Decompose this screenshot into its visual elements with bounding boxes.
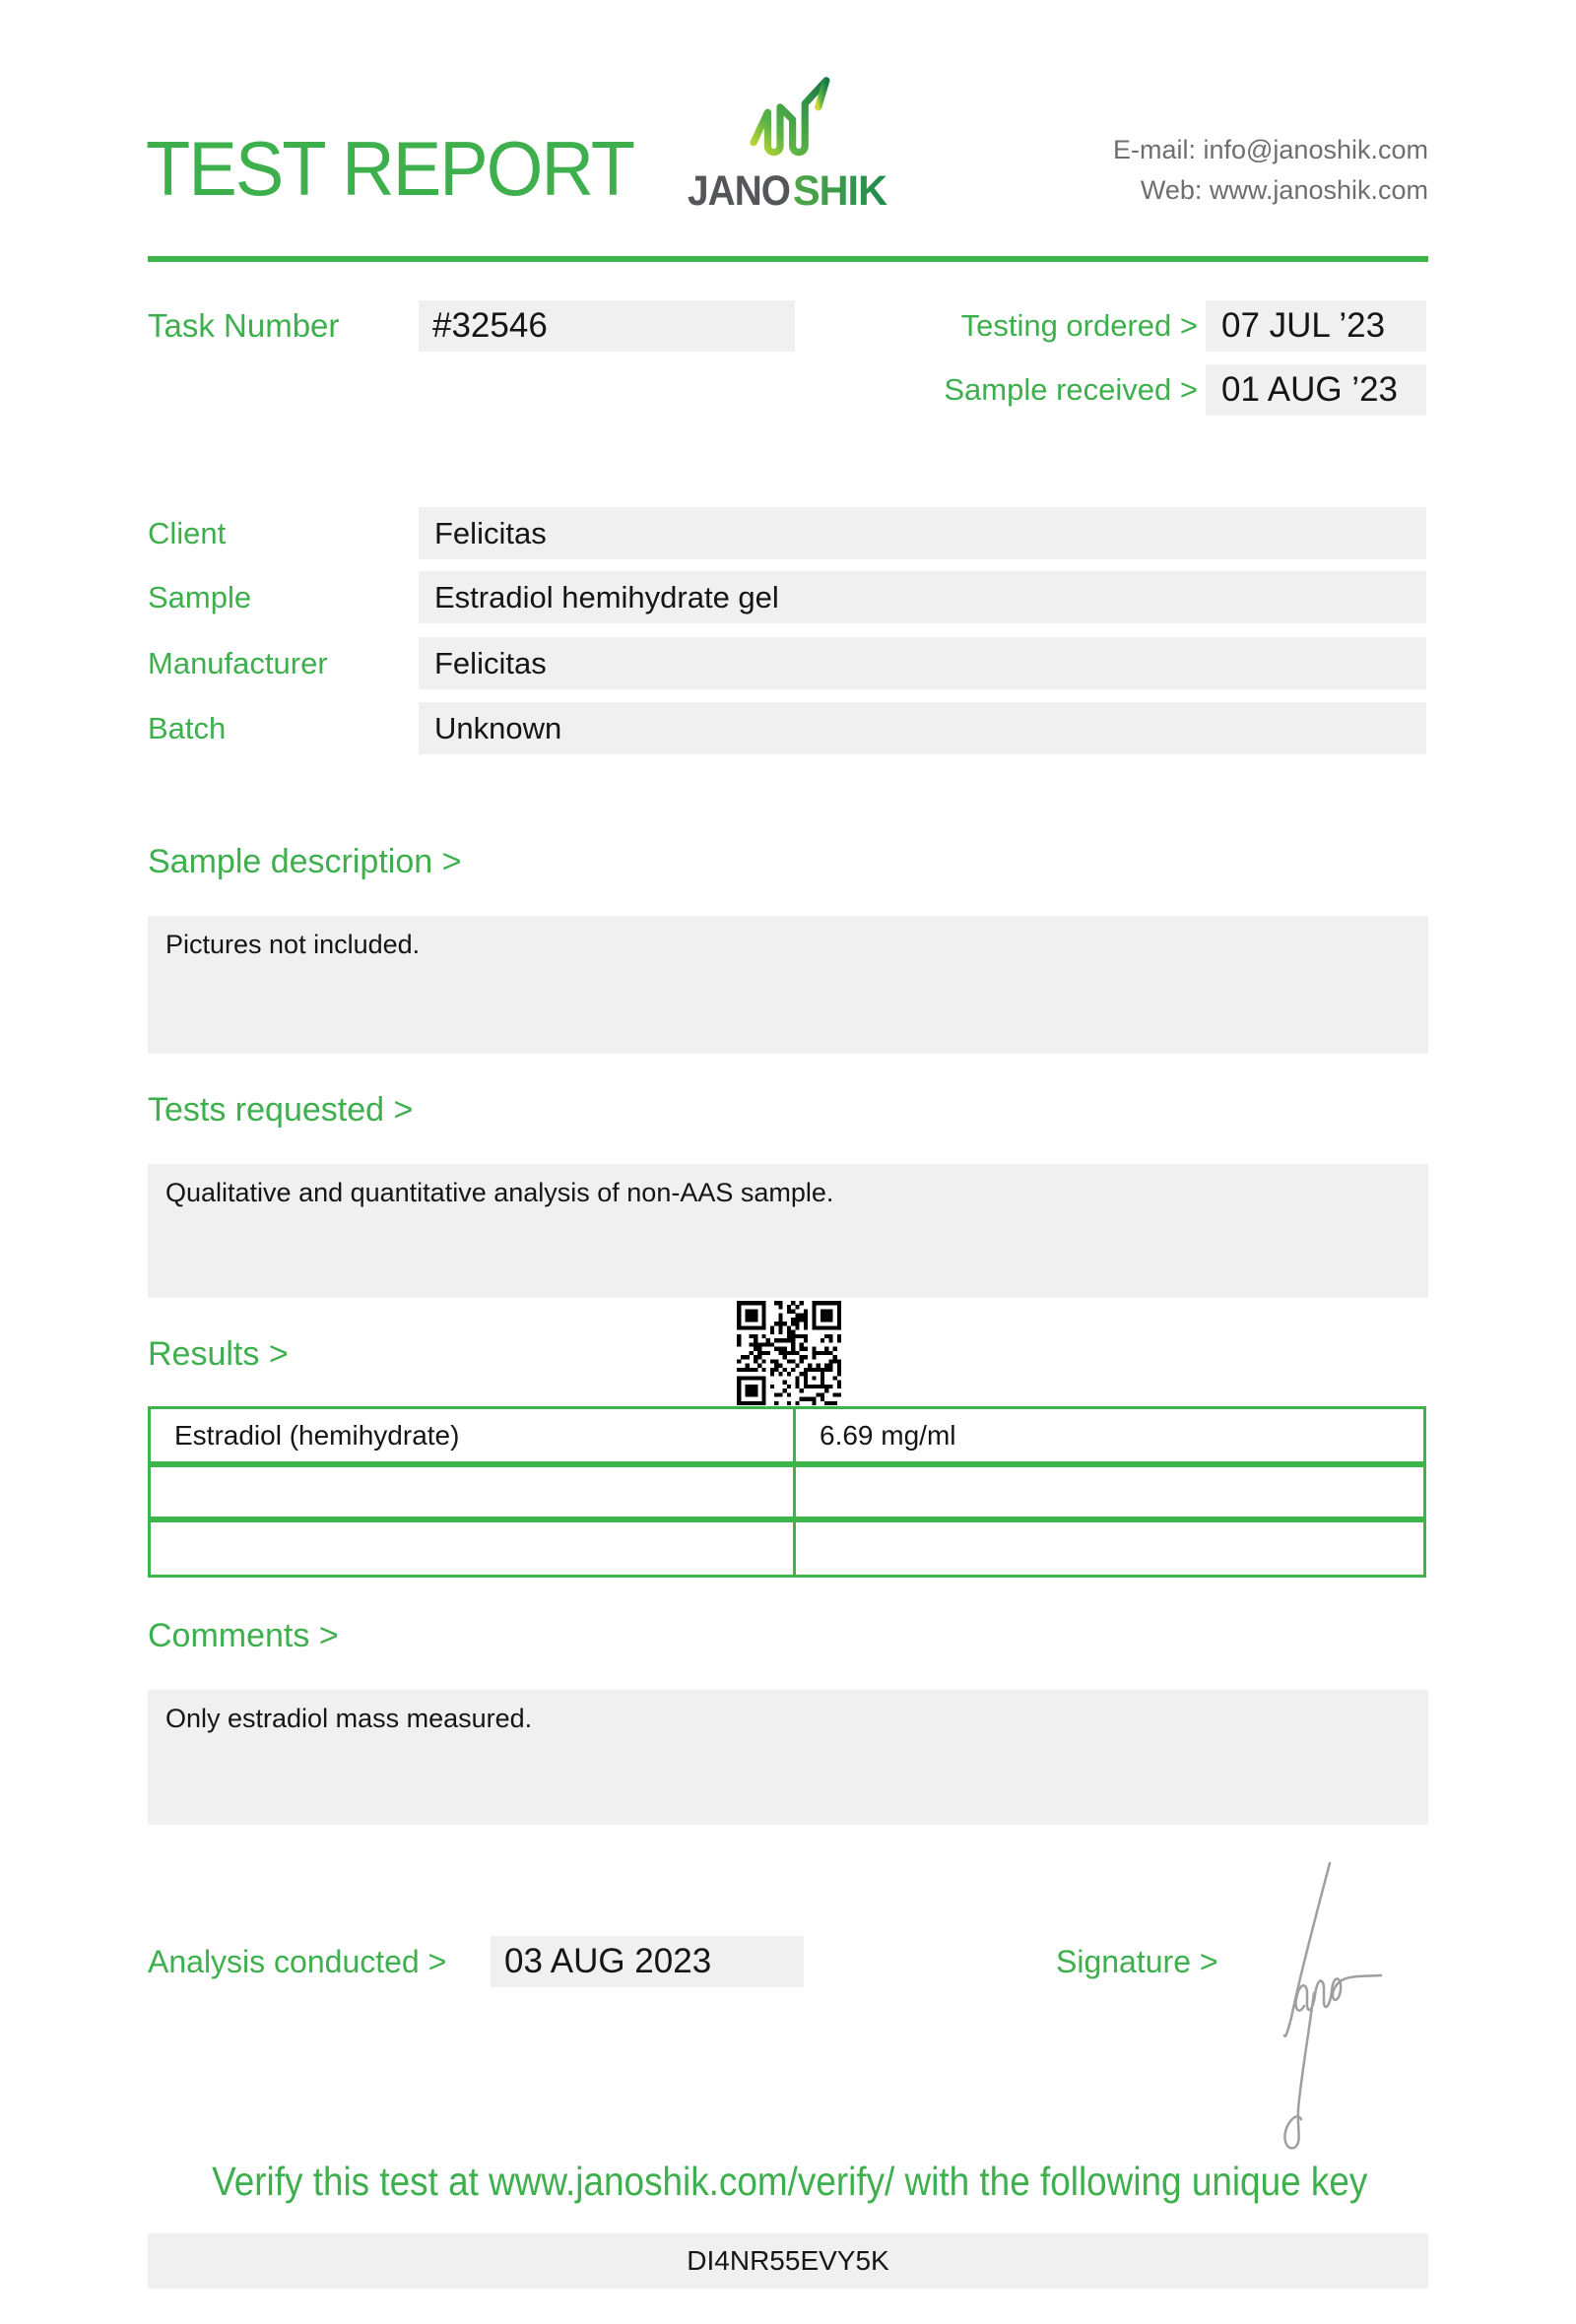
results-heading: Results > [148, 1335, 289, 1373]
janoshik-logo [684, 77, 890, 215]
sample-received-value: 01 AUG ’23 [1206, 364, 1426, 416]
client-label: Client [148, 516, 227, 550]
results-table-row [148, 1464, 1426, 1519]
contact-email: E-mail: info@janoshik.com [1112, 135, 1428, 164]
batch-label: Batch [148, 711, 227, 745]
sample-description-body: Pictures not included. [148, 916, 1428, 1054]
result-value [796, 1522, 1423, 1575]
logo-jano: JANO [688, 167, 790, 215]
signature-label: Signature > [1056, 1944, 1218, 1979]
contact-web: Web: www.janoshik.com [1140, 175, 1428, 205]
header-divider [148, 256, 1428, 262]
chart-trend-icon [754, 81, 826, 153]
logo-shik: SHIK [793, 167, 887, 215]
sample-label: Sample [148, 580, 252, 614]
testing-ordered-value: 07 JUL ’23 [1206, 300, 1426, 352]
page-title: TEST REPORT [146, 125, 634, 212]
result-value: 6.69 mg/ml [820, 1419, 956, 1451]
task-number-label: Task Number [148, 307, 340, 344]
task-number-value: #32546 [419, 300, 795, 352]
verify-instruction: Verify this test at www.janoshik.com/verify/ with the following unique key [212, 2159, 1368, 2204]
results-table-row [148, 1519, 1426, 1578]
sample-value: Estradiol hemihydrate gel [419, 571, 1426, 623]
sample-description-heading: Sample description > [148, 843, 462, 880]
results-table-row [148, 1406, 1426, 1464]
analysis-conducted-label: Analysis conducted > [148, 1944, 447, 1979]
contact-block [1113, 130, 1428, 211]
testing-ordered-label: Testing ordered > [960, 308, 1198, 343]
verify-key: DI4NR55EVY5K [148, 2233, 1428, 2289]
manufacturer-label: Manufacturer [148, 646, 328, 680]
qr-code-icon [737, 1301, 841, 1405]
result-analyte: Estradiol (hemihydrate) [151, 1409, 796, 1461]
result-analyte [151, 1522, 796, 1575]
batch-value: Unknown [419, 702, 1426, 754]
tests-requested-body: Qualitative and quantitative analysis of non-AAS sample. [148, 1164, 1428, 1298]
analysis-conducted-value: 03 AUG 2023 [491, 1936, 804, 1987]
comments-heading: Comments > [148, 1617, 339, 1654]
comments-body: Only estradiol mass measured. [148, 1690, 1428, 1825]
result-value [796, 1467, 1423, 1517]
result-analyte [151, 1467, 796, 1517]
manufacturer-value: Felicitas [419, 637, 1426, 689]
tests-requested-heading: Tests requested > [148, 1091, 414, 1129]
handwritten-signature [1265, 1855, 1412, 2151]
logo-wordmark [688, 167, 887, 215]
sample-received-label: Sample received > [944, 372, 1198, 407]
client-value: Felicitas [419, 507, 1426, 559]
